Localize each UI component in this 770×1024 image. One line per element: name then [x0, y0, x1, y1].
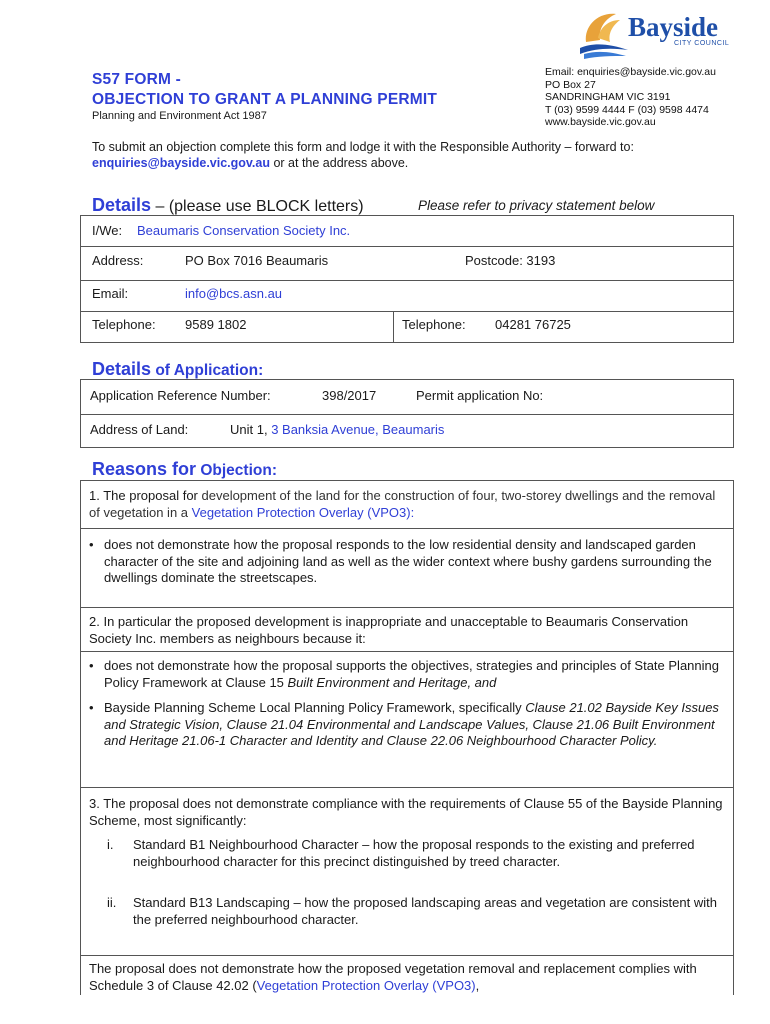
contact-pobox: PO Box 27	[545, 78, 596, 91]
ref-number-label: Application Reference Number:	[90, 388, 271, 403]
permit-number-label: Permit application No:	[416, 388, 544, 403]
reason-2-bullet-b[interactable]: • Bayside Planning Scheme Local Planning Policy Framework, specifically Clause 21.02 Bayside Key Issues and Strategic Vision, Clause 21.04 Environmental and Landscape Values, Clause 21.06 Built Environment and Heritage 21.06-1 Character and Identity and Clause 22.06 Neighbourhood Character Policy.	[89, 700, 719, 748]
privacy-note: Please refer to privacy statement below	[418, 198, 655, 213]
contact-suburb: SANDRINGHAM VIC 3191	[545, 91, 671, 103]
details-heading: Details – (please use BLOCK letters)	[92, 195, 364, 215]
telephone2-label: Telephone:	[402, 317, 466, 332]
land-address-label: Address of Land:	[90, 422, 189, 437]
reasons-table	[80, 480, 734, 995]
act-name: Planning and Environment Act 1987	[92, 110, 267, 122]
reason-2-bullet-a[interactable]: • does not demonstrate how the proposal supports the objectives, strategies and principles of State Planning Policy Framework at Clause 15 Built Environment and Heritage, and	[89, 658, 719, 690]
form-title-line2: OBJECTION TO GRANT A PLANNING PERMIT	[92, 91, 438, 108]
iwe-field[interactable]: Beaumaris Conservation Society Inc.	[137, 223, 351, 238]
address-field[interactable]: PO Box 7016 Beaumaris	[185, 253, 329, 268]
contact-phone: T (03) 9599 4444 F (03) 9598 4474	[545, 103, 709, 116]
contact-web[interactable]: www.bayside.vic.gov.au	[545, 116, 656, 128]
contact-email[interactable]: Email: enquiries@bayside.vic.gov.au	[545, 66, 716, 78]
application-heading: Details of Application:	[92, 359, 264, 379]
reason-3-item-2[interactable]: ii. Standard B13 Landscaping – how the proposed landscaping areas and vegetation are consistent with the preferred neighbourhood character.	[107, 895, 717, 927]
contact-block	[545, 66, 716, 129]
details-table	[80, 215, 734, 343]
email-label: Email:	[92, 286, 129, 301]
bayside-logo-sub: CITY COUNCIL	[674, 40, 730, 47]
form-title-line1: S57 FORM -	[92, 71, 181, 88]
address-label: Address:	[92, 253, 144, 268]
postcode-field[interactable]: Postcode: 3193	[465, 253, 556, 268]
telephone-label: Telephone:	[92, 317, 156, 332]
bayside-logo	[576, 8, 740, 60]
land-address-field[interactable]: Unit 1, 3 Banksia Avenue, Beaumaris	[230, 422, 445, 437]
reason-1-bullet[interactable]: • does not demonstrate how the proposal responds to the low residential density and landscaped garden character of the site and adjoining land as well as the wider context where bushy gardens surrounding the dwellings dominate the streetscapes.	[89, 537, 712, 585]
reasons-heading: Reasons for Objection:	[92, 459, 277, 479]
application-table	[80, 379, 734, 448]
reason-3-item-1[interactable]: i. Standard B1 Neighbourhood Character – how the proposal responds to the existing and preferred neighbourhood character for this precinct distinguished by treed character.	[107, 837, 695, 869]
reason-4[interactable]: The proposal does not demonstrate how the proposed vegetation removal and replacement complies with Schedule 3 of Clause 42.02 (Vegetation Protection Overlay (VPO3),	[89, 961, 697, 993]
email-field[interactable]: info@bcs.asn.au	[185, 286, 283, 301]
intro-email-link[interactable]: enquiries@bayside.vic.gov.au	[92, 156, 270, 170]
reason-2[interactable]: 2. In particular the proposed development is inappropriate and unacceptable to Beaumaris Conservation Society Inc. members as neighbours because it:	[89, 614, 689, 646]
ref-number-field[interactable]: 398/2017	[322, 388, 377, 403]
telephone-field[interactable]: 9589 1802	[185, 317, 247, 332]
intro-text: To submit an objection complete this form and lodge it with the Responsible Authority – forward to: enquiries@bayside.vic.gov.au or at the address above.	[92, 140, 634, 170]
bayside-logo-icon	[576, 8, 634, 60]
reason-3[interactable]: 3. The proposal does not demonstrate compliance with the requirements of Clause 55 of the Bayside Planning Scheme, most significantly:	[89, 796, 723, 828]
bayside-logo-name: Bayside	[628, 12, 719, 42]
telephone2-field[interactable]: 04281 76725	[495, 317, 571, 332]
iwe-label: I/We:	[92, 223, 123, 238]
reason-1[interactable]: 1. The proposal for development of the land for the construction of four, two-storey dwellings and the removal of vegetation in a Vegetation Protection Overlay (VPO3):	[89, 488, 716, 520]
